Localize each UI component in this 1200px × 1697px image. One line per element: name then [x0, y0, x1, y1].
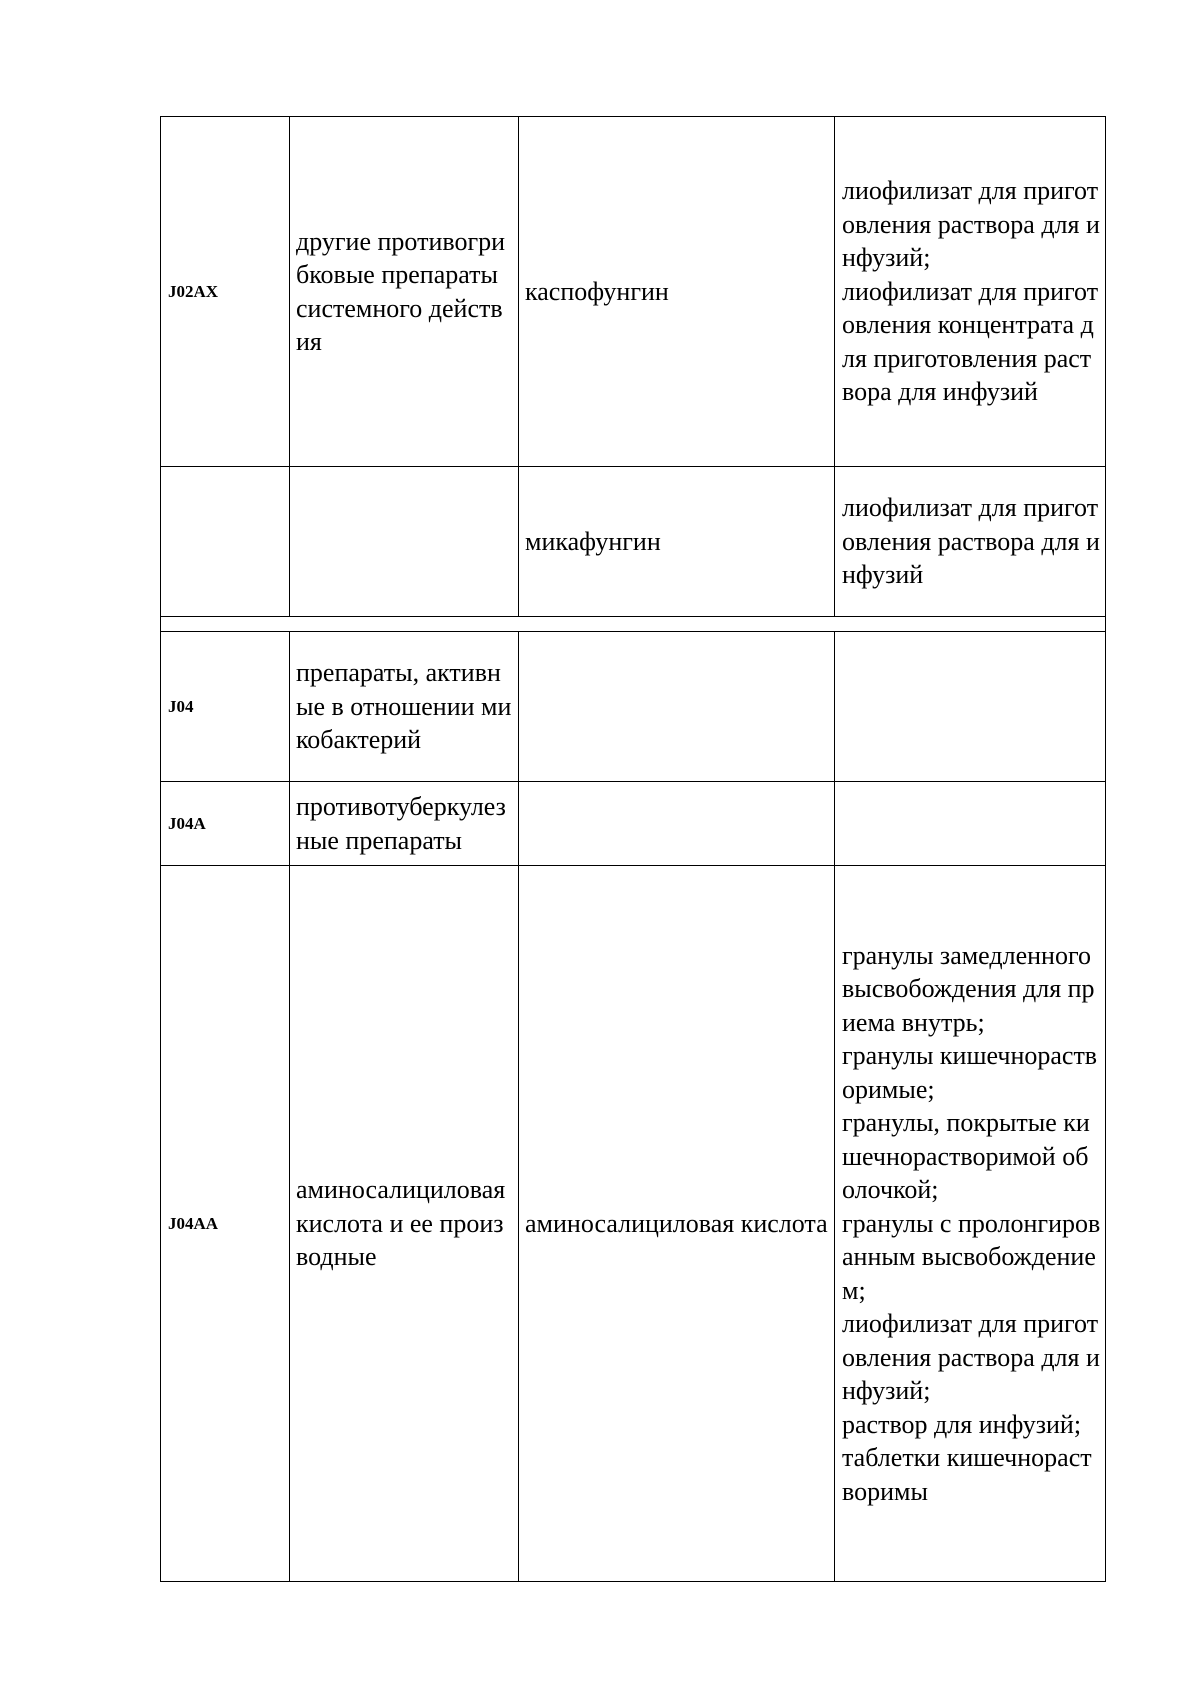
atc-code-cell: J04A — [161, 782, 290, 866]
drug-classification-table — [160, 116, 1106, 1582]
table-row — [161, 117, 1106, 467]
group-name-cell — [290, 467, 519, 617]
atc-code-cell — [161, 467, 290, 617]
dosage-form-cell — [835, 632, 1106, 782]
spacer-cell — [161, 617, 1106, 632]
table-row — [161, 467, 1106, 617]
dosage-form-cell — [835, 782, 1106, 866]
table-row — [161, 782, 1106, 866]
group-name-cell: аминосалициловая кислота и ее производные — [290, 866, 519, 1582]
spacer-row — [161, 617, 1106, 632]
drug-name-cell: каспофунгин — [519, 117, 835, 467]
group-name-cell: другие противогрибковые препараты системного действия — [290, 117, 519, 467]
dosage-form-cell: гранулы замедленного высвобождения для приема внутрь; гранулы кишечнорастворимые; гранулы, покрытые кишечнорастворимой оболочкой; гранулы с пролонгированным высвобождением; лиофилизат для приготовления раствора для инфузий; раствор для инфузий; таблетки кишечнорастворимы — [835, 866, 1106, 1582]
group-name-cell: препараты, активные в отношении микобактерий — [290, 632, 519, 782]
table-row — [161, 866, 1106, 1582]
dosage-form-cell: лиофилизат для приготовления раствора для инфузий — [835, 467, 1106, 617]
group-name-cell: противотуберкулезные препараты — [290, 782, 519, 866]
table-row — [161, 632, 1106, 782]
drug-name-cell — [519, 632, 835, 782]
atc-code-cell: J04 — [161, 632, 290, 782]
atc-code-cell: J04AA — [161, 866, 290, 1582]
dosage-form-cell: лиофилизат для приготовления раствора для инфузий; лиофилизат для приготовления концентрата для приготовления раствора для инфузий — [835, 117, 1106, 467]
drug-name-cell: аминосалициловая кислота — [519, 866, 835, 1582]
drug-name-cell — [519, 782, 835, 866]
atc-code-cell: J02AX — [161, 117, 290, 467]
drug-name-cell: микафунгин — [519, 467, 835, 617]
